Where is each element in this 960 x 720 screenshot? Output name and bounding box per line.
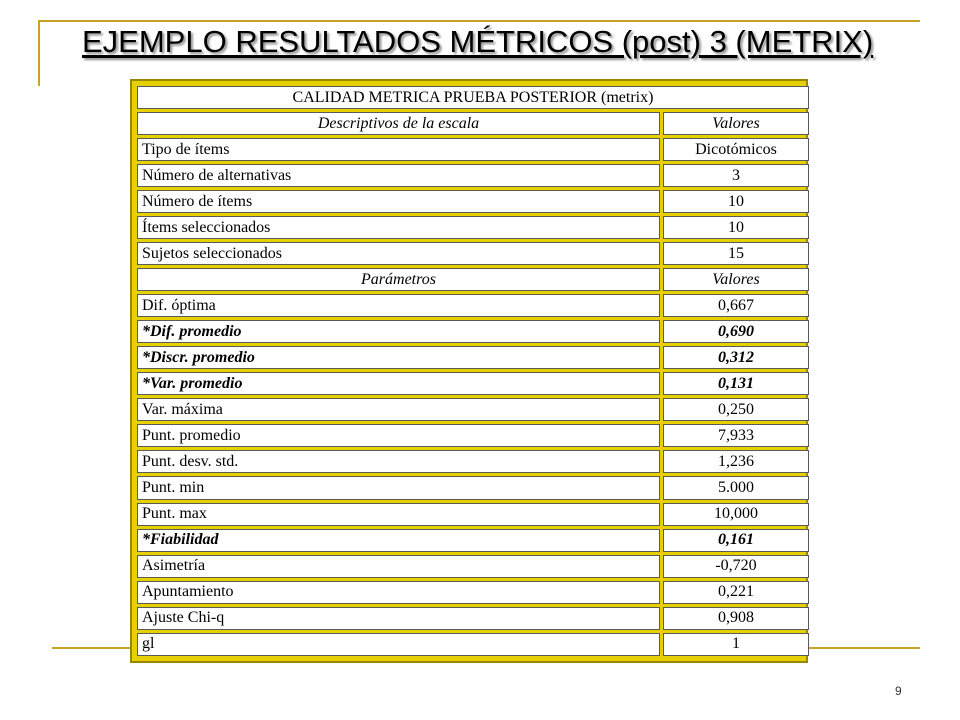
slide-title: EJEMPLO RESULTADOS MÉTRICOS (post) 3 (METRIX) bbox=[82, 24, 874, 59]
row-label: Punt. desv. std. bbox=[137, 450, 660, 473]
row-label: Var. máxima bbox=[137, 398, 660, 421]
row-label: gl bbox=[137, 633, 660, 656]
caption-row bbox=[137, 86, 809, 109]
section-header-row bbox=[137, 112, 809, 135]
row-value: 1,236 bbox=[663, 450, 809, 473]
row-value: 0,131 bbox=[663, 372, 809, 395]
row-value: 0,312 bbox=[663, 346, 809, 369]
row-label: Asimetría bbox=[137, 555, 660, 578]
row-label: Número de ítems bbox=[137, 190, 660, 213]
page-number: 9 bbox=[895, 684, 902, 698]
row-value: 0,690 bbox=[663, 320, 809, 343]
row-value: 10 bbox=[663, 216, 809, 239]
table-row bbox=[137, 555, 809, 578]
table-row bbox=[137, 607, 809, 630]
table-row bbox=[137, 294, 809, 317]
row-value: 3 bbox=[663, 164, 809, 187]
section-header-value: Valores bbox=[663, 268, 809, 291]
row-label: Ajuste Chi-q bbox=[137, 607, 660, 630]
table-row bbox=[137, 476, 809, 499]
row-label: Punt. promedio bbox=[137, 424, 660, 447]
metrics-table bbox=[134, 83, 812, 659]
row-label: Sujetos seleccionados bbox=[137, 242, 660, 265]
section-header-label: Parámetros bbox=[137, 268, 660, 291]
row-label: *Var. promedio bbox=[137, 372, 660, 395]
table-row bbox=[137, 372, 809, 395]
section-header-value: Valores bbox=[663, 112, 809, 135]
table-row bbox=[137, 503, 809, 526]
top-rule bbox=[38, 20, 920, 22]
row-label: Tipo de ítems bbox=[137, 138, 660, 161]
row-value: Dicotómicos bbox=[663, 138, 809, 161]
row-label: Punt. max bbox=[137, 503, 660, 526]
table-row bbox=[137, 164, 809, 187]
row-value: 7,933 bbox=[663, 424, 809, 447]
row-label: Ítems seleccionados bbox=[137, 216, 660, 239]
row-value: -0,720 bbox=[663, 555, 809, 578]
table-row bbox=[137, 190, 809, 213]
table-row bbox=[137, 346, 809, 369]
section-header-row bbox=[137, 268, 809, 291]
row-label: Número de alternativas bbox=[137, 164, 660, 187]
row-label: Apuntamiento bbox=[137, 581, 660, 604]
row-value: 5.000 bbox=[663, 476, 809, 499]
table-row bbox=[137, 320, 809, 343]
table-row bbox=[137, 581, 809, 604]
metrics-table-frame bbox=[130, 79, 808, 663]
row-value: 0,667 bbox=[663, 294, 809, 317]
table-row bbox=[137, 424, 809, 447]
table-row bbox=[137, 450, 809, 473]
row-label: Punt. min bbox=[137, 476, 660, 499]
row-value: 10 bbox=[663, 190, 809, 213]
row-value: 0,161 bbox=[663, 529, 809, 552]
table-row bbox=[137, 633, 809, 656]
table-row bbox=[137, 529, 809, 552]
row-label: Dif. óptima bbox=[137, 294, 660, 317]
row-value: 15 bbox=[663, 242, 809, 265]
table-row bbox=[137, 398, 809, 421]
row-label: *Dif. promedio bbox=[137, 320, 660, 343]
left-rule bbox=[38, 20, 40, 86]
row-value: 1 bbox=[663, 633, 809, 656]
table-caption: CALIDAD METRICA PRUEBA POSTERIOR (metrix) bbox=[137, 86, 809, 109]
row-value: 0,250 bbox=[663, 398, 809, 421]
row-value: 0,221 bbox=[663, 581, 809, 604]
row-value: 0,908 bbox=[663, 607, 809, 630]
table-row bbox=[137, 216, 809, 239]
row-label: *Discr. promedio bbox=[137, 346, 660, 369]
table-row bbox=[137, 242, 809, 265]
table-row bbox=[137, 138, 809, 161]
row-value: 10,000 bbox=[663, 503, 809, 526]
section-header-label: Descriptivos de la escala bbox=[137, 112, 660, 135]
row-label: *Fiabilidad bbox=[137, 529, 660, 552]
